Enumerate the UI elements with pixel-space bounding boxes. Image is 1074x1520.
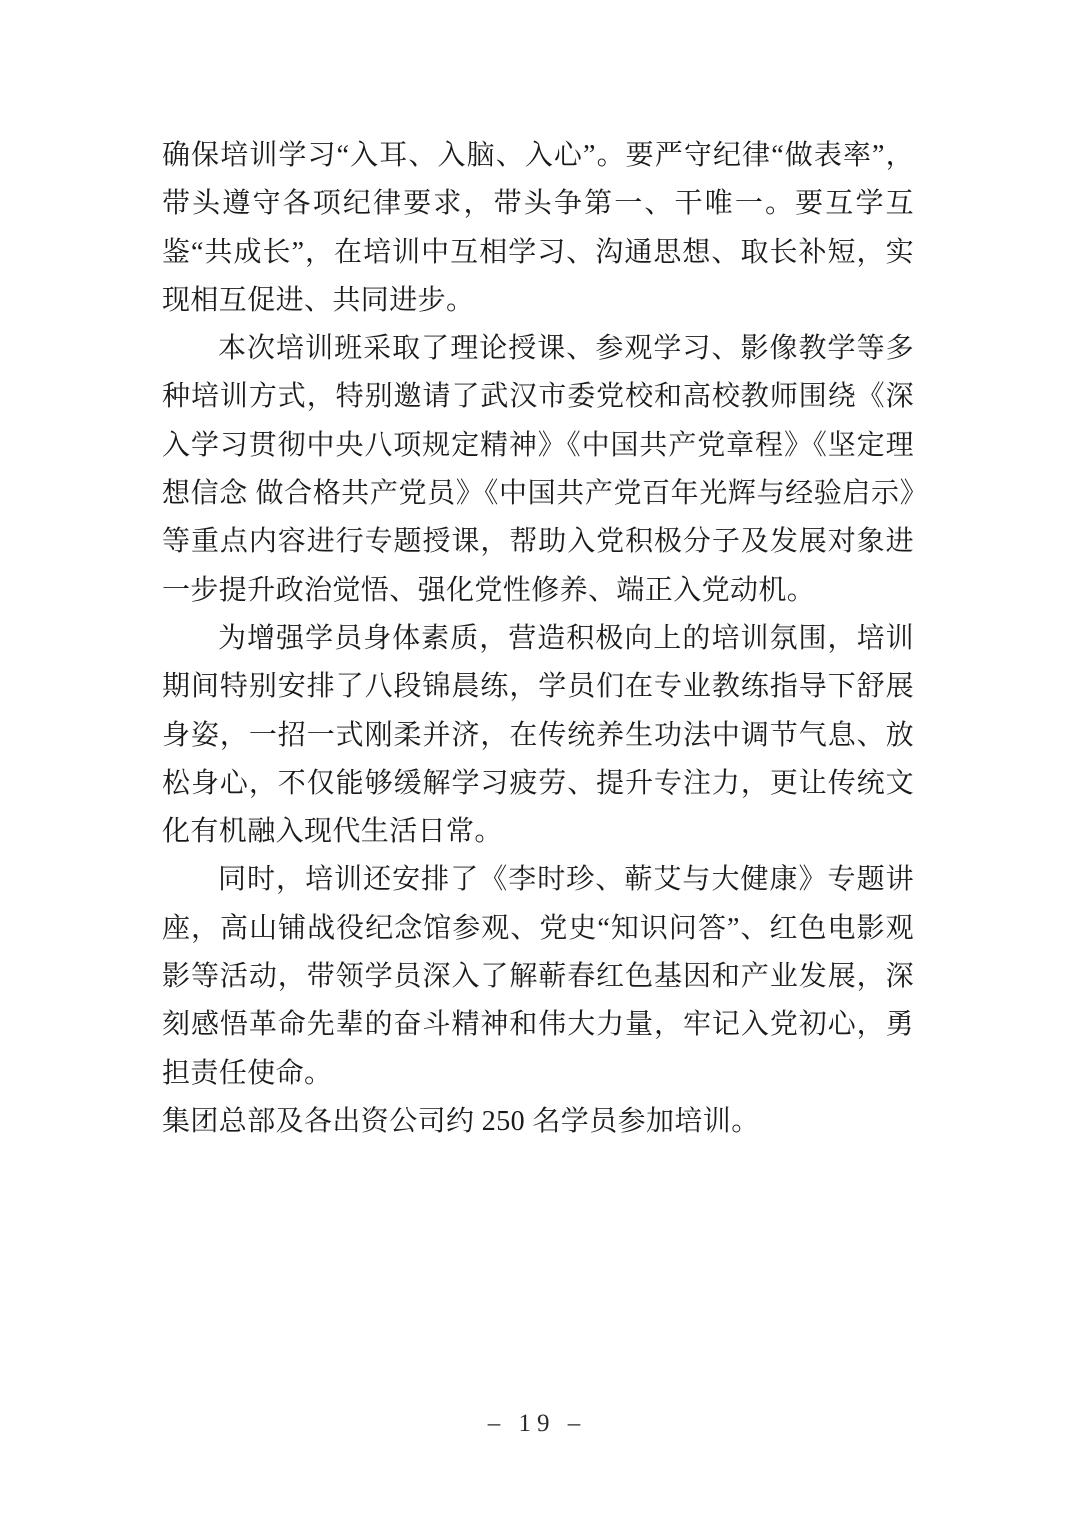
paragraph-4: 同时，培训还安排了《李时珍、蕲艾与大健康》专题讲座，高山铺战役纪念馆参观、党史“知识问答”、红色电影观影等活动，带领学员深入了解蕲春红色基因和产业发展，深刻感悟革命先辈的奋斗精神和伟大力量，牢记入党初心，勇担责任使命。	[162, 864, 914, 1089]
document-content	[162, 132, 914, 1146]
paragraph-3: 为增强学员身体素质，营造积极向上的培训氛围，培训期间特别安排了八段锦晨练，学员们在专业教练指导下舒展身姿，一招一式刚柔并济，在传统养生功法中调节气息、放松身心，不仅能够缓解学习疲劳、提升专注力，更让传统文化有机融入现代生活日常。	[162, 622, 914, 848]
page-number: – 19 –	[487, 1410, 587, 1437]
paragraph-1: 确保培训学习“入耳、入脑、入心”。要严守纪律“做表率”，带头遵守各项纪律要求，带头争第一、干唯一。要互学互鉴“共成长”，在培训中互相学习、沟通思想、取长补短，实现相互促进、共同进步。	[162, 140, 914, 316]
paragraph-2: 本次培训班采取了理论授课、参观学习、影像教学等多种培训方式，特别邀请了武汉市委党校和高校教师围绕《深入学习贯彻中央八项规定精神》《中国共产党章程》《坚定理想信念 做合格共产党员》《中国共产党百年光辉与经验启示》等重点内容进行专题授课，帮助入党积极分子及发展对象进一步提升政治觉悟、强化党性修养、端正入党动机。	[162, 333, 914, 606]
paragraph-5: 集团总部及各出资公司约 250 名学员参加培训。	[162, 1105, 760, 1137]
